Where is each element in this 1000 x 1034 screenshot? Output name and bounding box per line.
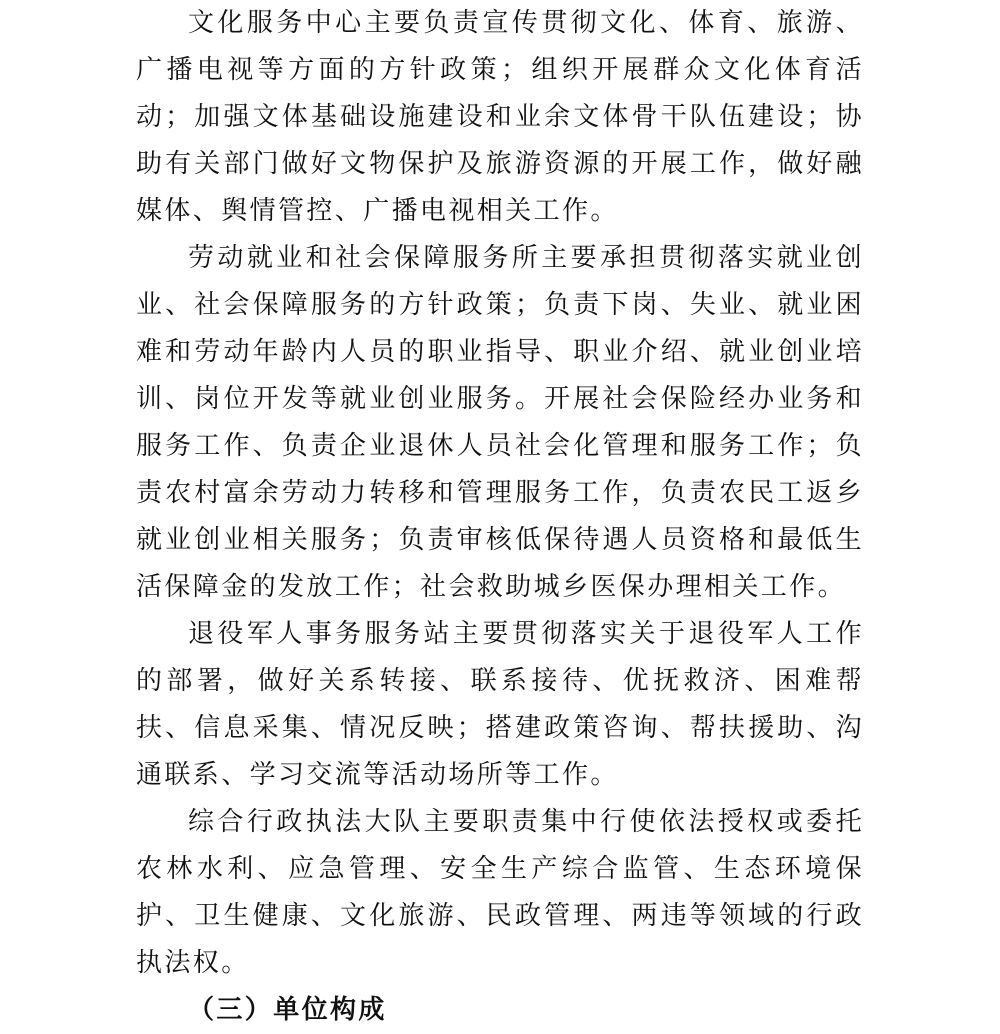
- section-heading-unit-composition: （三）单位构成: [188, 995, 387, 1025]
- paragraph-labor-employment-social-security: 劳动就业和社会保障服务所主要承担贯彻落实就业创业、社会保障服务的方针政策；负责下岗、失业、就业困难和劳动年龄内人员的职业指导、职业介绍、就业创业培训、岗位开发等就业创业服务。开展社会保险经办业务和服务工作、负责企业退休人员社会化管理和服务工作；负责农村富余劳动力转移和管理服务工作，负责农民工返乡就业创业相关服务；负责审核低保待遇人员资格和最低生活保障金的发放工作；社会救助城乡医保办理相关工作。: [136, 243, 864, 602]
- paragraph-culture-service-center: 文化服务中心主要负责宣传贯彻文化、体育、旅游、广播电视等方面的方针政策；组织开展群众文化体育活动；加强文体基础设施建设和业余文体骨干队伍建设；协助有关部门做好文物保护及旅游资源的开展工作，做好融媒体、舆情管控、广播电视相关工作。: [136, 8, 864, 226]
- document-page: [136, 0, 864, 1034]
- paragraph-comprehensive-law-enforcement: 综合行政执法大队主要职责集中行使依法授权或委托农林水利、应急管理、安全生产综合监管、生态环境保护、卫生健康、文化旅游、民政管理、两违等领域的行政执法权。: [136, 807, 864, 978]
- paragraph-veterans-affairs-station: 退役军人事务服务站主要贯彻落实关于退役军人工作的部署，做好关系转接、联系接待、优抚救济、困难帮扶、信息采集、情况反映；搭建政策咨询、帮扶援助、沟通联系、学习交流等活动场所等工作。: [136, 619, 864, 790]
